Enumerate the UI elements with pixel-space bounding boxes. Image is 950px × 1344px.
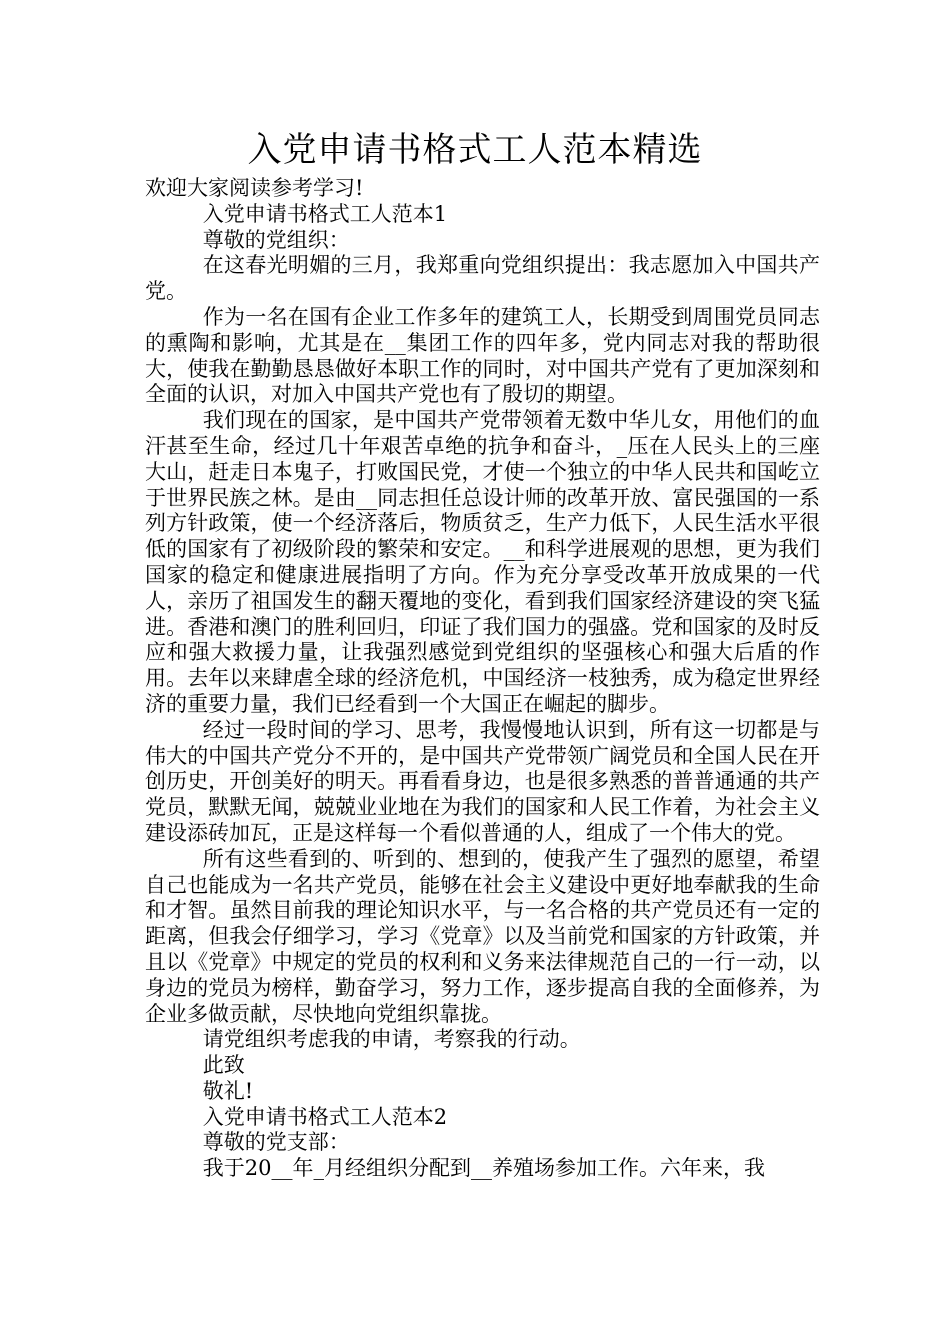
paragraph: 入党申请书格式工人范本2 <box>202 1104 448 1129</box>
paragraph: 尊敬的党组织： <box>202 227 350 252</box>
paragraph: 尊敬的党支部： <box>202 1130 350 1155</box>
paragraph: 我于20__年_月经组织分配到__养殖场参加工作。六年来，我 <box>202 1156 765 1181</box>
paragraph: 在这春光明媚的三月，我郑重向党组织提出：我志愿加入中国共产党。 <box>145 253 820 304</box>
paragraph: 入党申请书格式工人范本1 <box>202 201 448 226</box>
document-body <box>145 176 820 1182</box>
paragraph: 敬礼! <box>202 1078 254 1103</box>
paragraph: 作为一名在国有企业工作多年的建筑工人，长期受到周围党员同志的熏陶和影响，尤其是在__集团工作的四年多，党内同志对我的帮助很大，使我在勤勤恳恳做好本职工作的同时，对中国共产党有了更加深刻和全面的认识，对加入中国共产党也有了殷切的期望。 <box>145 304 820 407</box>
paragraph: 请党组织考虑我的申请，考察我的行动。 <box>202 1027 581 1052</box>
paragraph: 所有这些看到的、听到的、想到的，使我产生了强烈的愿望，希望自己也能成为一名共产党员，能够在社会主义建设中更好地奉献我的生命和才智。虽然目前我的理论知识水平，与一名合格的共产党员还有一定的距离，但我会仔细学习，学习《党章》以及当前党和国家的方针政策，并且以《党章》中规定的党员的权利和义务来法律规范自己的一行一动，以身边的党员为榜样，勤奋学习，努力工作，逐步提高自我的全面修养，为企业多做贡献，尽快地向党组织靠拢。 <box>145 846 820 1026</box>
paragraph: 此致 <box>202 1053 245 1078</box>
paragraph: 经过一段时间的学习、思考，我慢慢地认识到，所有这一切都是与伟大的中国共产党分不开的，是中国共产党带领广阔党员和全国人民在开创历史，开创美好的明天。再看看身边，也是很多熟悉的普普通通的共产党员，默默无闻，兢兢业业地在为我们的国家和人民工作着，为社会主义建设添砖加瓦，正是这样每一个看似普通的人，组成了一个伟大的党。 <box>145 717 820 845</box>
paragraph: 我们现在的国家，是中国共产党带领着无数中华儿女，用他们的血汗甚至生命，经过几十年艰苦卓绝的抗争和奋斗，_压在人民头上的三座大山，赶走日本鬼子，打败国民党，才使一个独立的中华人民共和国屹立于世界民族之林。是由__同志担任总设计师的改革开放、富民强国的一系列方针政策，使一个经济落后，物质贫乏，生产力低下，人民生活水平很低的国家有了初级阶段的繁荣和安定。__和科学进展观的思想，更为我们国家的稳定和健康进展指明了方向。作为充分享受改革开放成果的一代人，亲历了祖国发生的翻天覆地的变化，看到我们国家经济建设的突飞猛进。香港和澳门的胜利回归，印证了我们国力的强盛。党和国家的及时反应和强大救援力量，让我强烈感觉到党组织的坚强核心和强大后盾的作用。去年以来肆虐全球的经济危机，中国经济一枝独秀，成为稳定世界经济的重要力量，我们已经看到一个大国正在崛起的脚步。 <box>145 408 820 716</box>
paragraph: 欢迎大家阅读参考学习! <box>145 176 364 200</box>
document-title: 入党申请书格式工人范本精选 <box>247 130 703 170</box>
